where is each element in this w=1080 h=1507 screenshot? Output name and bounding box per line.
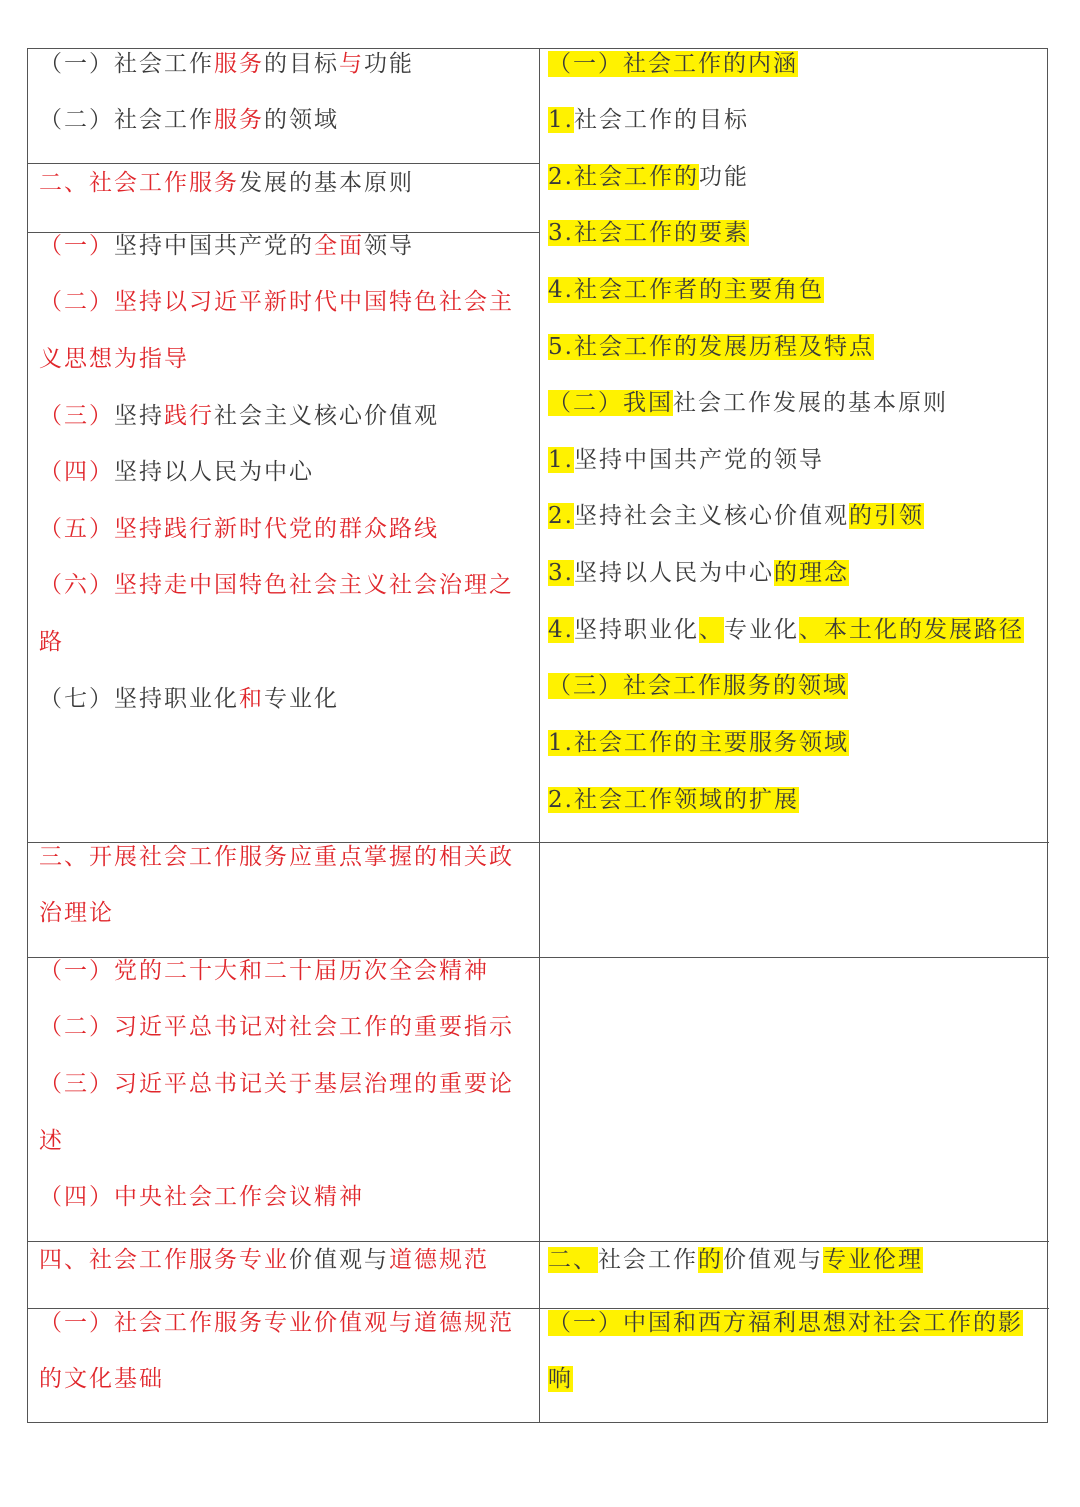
text-segment: （四）中央社会工作会议精神 xyxy=(39,1184,364,1210)
text-segment: 发展的基本原则 xyxy=(239,170,414,196)
text-segment: 的文化基础 xyxy=(39,1366,164,1392)
text-segment: （三） xyxy=(39,403,114,429)
text-segment: （一）社会工作的内涵 xyxy=(548,51,798,77)
text-segment: （一）社会工作服务专业价值观与道德规范 xyxy=(39,1310,514,1336)
right-outline-line xyxy=(548,1244,923,1276)
text-segment: 坚持社会主义核心价值观 xyxy=(573,503,849,529)
text-segment: 的 xyxy=(698,1247,723,1273)
left-outline-line xyxy=(39,286,514,318)
text-segment: 坚持职业化 xyxy=(573,617,699,643)
left-outline-line xyxy=(39,1363,164,1395)
text-segment: 4.社会工作者的主要角色 xyxy=(548,277,824,303)
right-outline-line xyxy=(548,1307,1023,1339)
text-segment: 服务专业 xyxy=(189,1247,289,1273)
text-segment: （一）社会工作 xyxy=(39,51,214,77)
right-outline-line xyxy=(548,444,824,476)
text-segment: （一） xyxy=(39,233,114,259)
right-outline-line xyxy=(548,104,749,136)
left-outline-line xyxy=(39,897,114,929)
text-segment: 专业化 xyxy=(723,617,799,643)
right-outline-line xyxy=(548,784,799,816)
text-segment: 2.社会工作的 xyxy=(548,164,699,190)
right-outline-line xyxy=(548,387,948,419)
text-segment: 坚持中国共产党的 xyxy=(114,233,314,259)
text-segment: 路 xyxy=(39,629,64,655)
text-segment: 、本土化的发展路径 xyxy=(798,617,1024,643)
text-segment: 5.社会工作的发展历程及特点 xyxy=(548,334,874,360)
text-segment: 坚持 xyxy=(114,403,164,429)
text-segment: 价值观与 xyxy=(723,1247,823,1273)
text-segment: 的领域 xyxy=(264,107,339,133)
text-segment: 二、 xyxy=(548,1247,598,1273)
text-segment: （三）社会工作服务的领域 xyxy=(548,673,848,699)
left-outline-line xyxy=(39,683,339,715)
text-segment: （二）坚持以习近平新时代中国特色社会主 xyxy=(39,289,514,315)
text-segment: 功能 xyxy=(698,164,749,190)
right-outline-line xyxy=(548,161,749,193)
text-segment: 践行 xyxy=(164,403,214,429)
text-segment: 的目标 xyxy=(264,51,339,77)
right-outline-line xyxy=(548,331,874,363)
left-outline-line xyxy=(39,48,414,80)
left-outline-line xyxy=(39,569,514,601)
text-segment: 的理念 xyxy=(773,560,849,586)
text-segment: 1.社会工作的主要服务领域 xyxy=(548,730,849,756)
left-outline-line xyxy=(39,1307,514,1339)
text-segment: 4. xyxy=(548,617,574,643)
left-outline-line xyxy=(39,104,339,136)
text-segment: 述 xyxy=(39,1128,64,1154)
text-segment: （一）中国和西方福利思想对社会工作的影 xyxy=(548,1310,1023,1336)
right-outline-line xyxy=(548,48,798,80)
right-outline-line xyxy=(548,670,848,702)
left-outline-line xyxy=(39,400,439,432)
left-outline-line xyxy=(39,513,439,545)
column-divider xyxy=(539,49,540,1422)
text-segment: （四） xyxy=(39,459,114,485)
text-segment: （一）党的二十大和二十届历次全会精神 xyxy=(39,958,489,984)
text-segment: 全面 xyxy=(314,233,364,259)
text-segment: 价值观与 xyxy=(289,1247,389,1273)
right-outline-line xyxy=(548,727,849,759)
left-outline-line xyxy=(39,456,314,488)
left-outline-line xyxy=(39,955,489,987)
text-segment: 的引领 xyxy=(848,503,924,529)
text-segment: 社会工作的目标 xyxy=(573,107,749,133)
left-outline-line xyxy=(39,167,414,199)
text-segment: （二）我国 xyxy=(548,390,673,416)
row-divider xyxy=(28,1241,1049,1242)
text-segment: 2. xyxy=(548,503,574,529)
row-divider xyxy=(28,163,539,164)
right-outline-line xyxy=(548,614,1024,646)
text-segment: 服务 xyxy=(214,107,264,133)
right-outline-line xyxy=(548,500,924,532)
left-outline-line xyxy=(39,343,189,375)
left-outline-line xyxy=(39,230,414,262)
left-outline-line xyxy=(39,1068,514,1100)
left-outline-line xyxy=(39,1125,64,1157)
text-segment: 坚持以人民为中心 xyxy=(573,560,774,586)
left-outline-line xyxy=(39,1244,489,1276)
text-segment: 社会主义核心价值观 xyxy=(214,403,439,429)
right-outline-line xyxy=(548,557,849,589)
text-segment: 社会工作 xyxy=(598,1247,698,1273)
left-outline-line xyxy=(39,1181,364,1213)
text-segment: 坚持中国共产党的领导 xyxy=(573,447,824,473)
text-segment: 道德规范 xyxy=(389,1247,489,1273)
left-outline-line xyxy=(39,626,64,658)
text-segment: 四、社会工作 xyxy=(39,1247,189,1273)
right-outline-line xyxy=(548,274,824,306)
text-segment: （三）习近平总书记关于基层治理的重要论 xyxy=(39,1071,514,1097)
text-segment: 1. xyxy=(548,447,574,473)
text-segment: （六）坚持走中国特色社会主义社会治理之 xyxy=(39,572,514,598)
text-segment: （五）坚持践行新时代党的群众路线 xyxy=(39,516,439,542)
right-outline-line xyxy=(548,1363,573,1395)
text-segment: 和 xyxy=(239,686,264,712)
text-segment: 2.社会工作领域的扩展 xyxy=(548,787,799,813)
text-segment: （二）习近平总书记对社会工作的重要指示 xyxy=(39,1014,514,1040)
text-segment: （二）社会工作 xyxy=(39,107,214,133)
left-outline-line xyxy=(39,841,514,873)
text-segment: 专业化 xyxy=(264,686,339,712)
text-segment: 、 xyxy=(698,617,724,643)
text-segment: 响 xyxy=(548,1366,573,1392)
right-outline-line xyxy=(548,217,749,249)
text-segment: 义思想为指导 xyxy=(39,346,189,372)
text-segment: 与 xyxy=(339,51,364,77)
text-segment: 专业伦理 xyxy=(823,1247,923,1273)
text-segment: 二、社会工作 xyxy=(39,170,189,196)
text-segment: 服务 xyxy=(189,170,239,196)
text-segment: 3.社会工作的要素 xyxy=(548,220,749,246)
text-segment: 1. xyxy=(548,107,574,133)
text-segment: 服务 xyxy=(214,51,264,77)
text-segment: （七）坚持职业化 xyxy=(39,686,239,712)
text-segment: 功能 xyxy=(364,51,414,77)
text-segment: 领导 xyxy=(364,233,414,259)
left-outline-line xyxy=(39,1011,514,1043)
text-segment: 坚持以人民为中心 xyxy=(114,459,314,485)
text-segment: 三、开展社会工作服务应重点掌握的相关政 xyxy=(39,844,514,870)
text-segment: 3. xyxy=(548,560,574,586)
text-segment: 治理论 xyxy=(39,900,114,926)
text-segment: 社会工作发展的基本原则 xyxy=(673,390,948,416)
